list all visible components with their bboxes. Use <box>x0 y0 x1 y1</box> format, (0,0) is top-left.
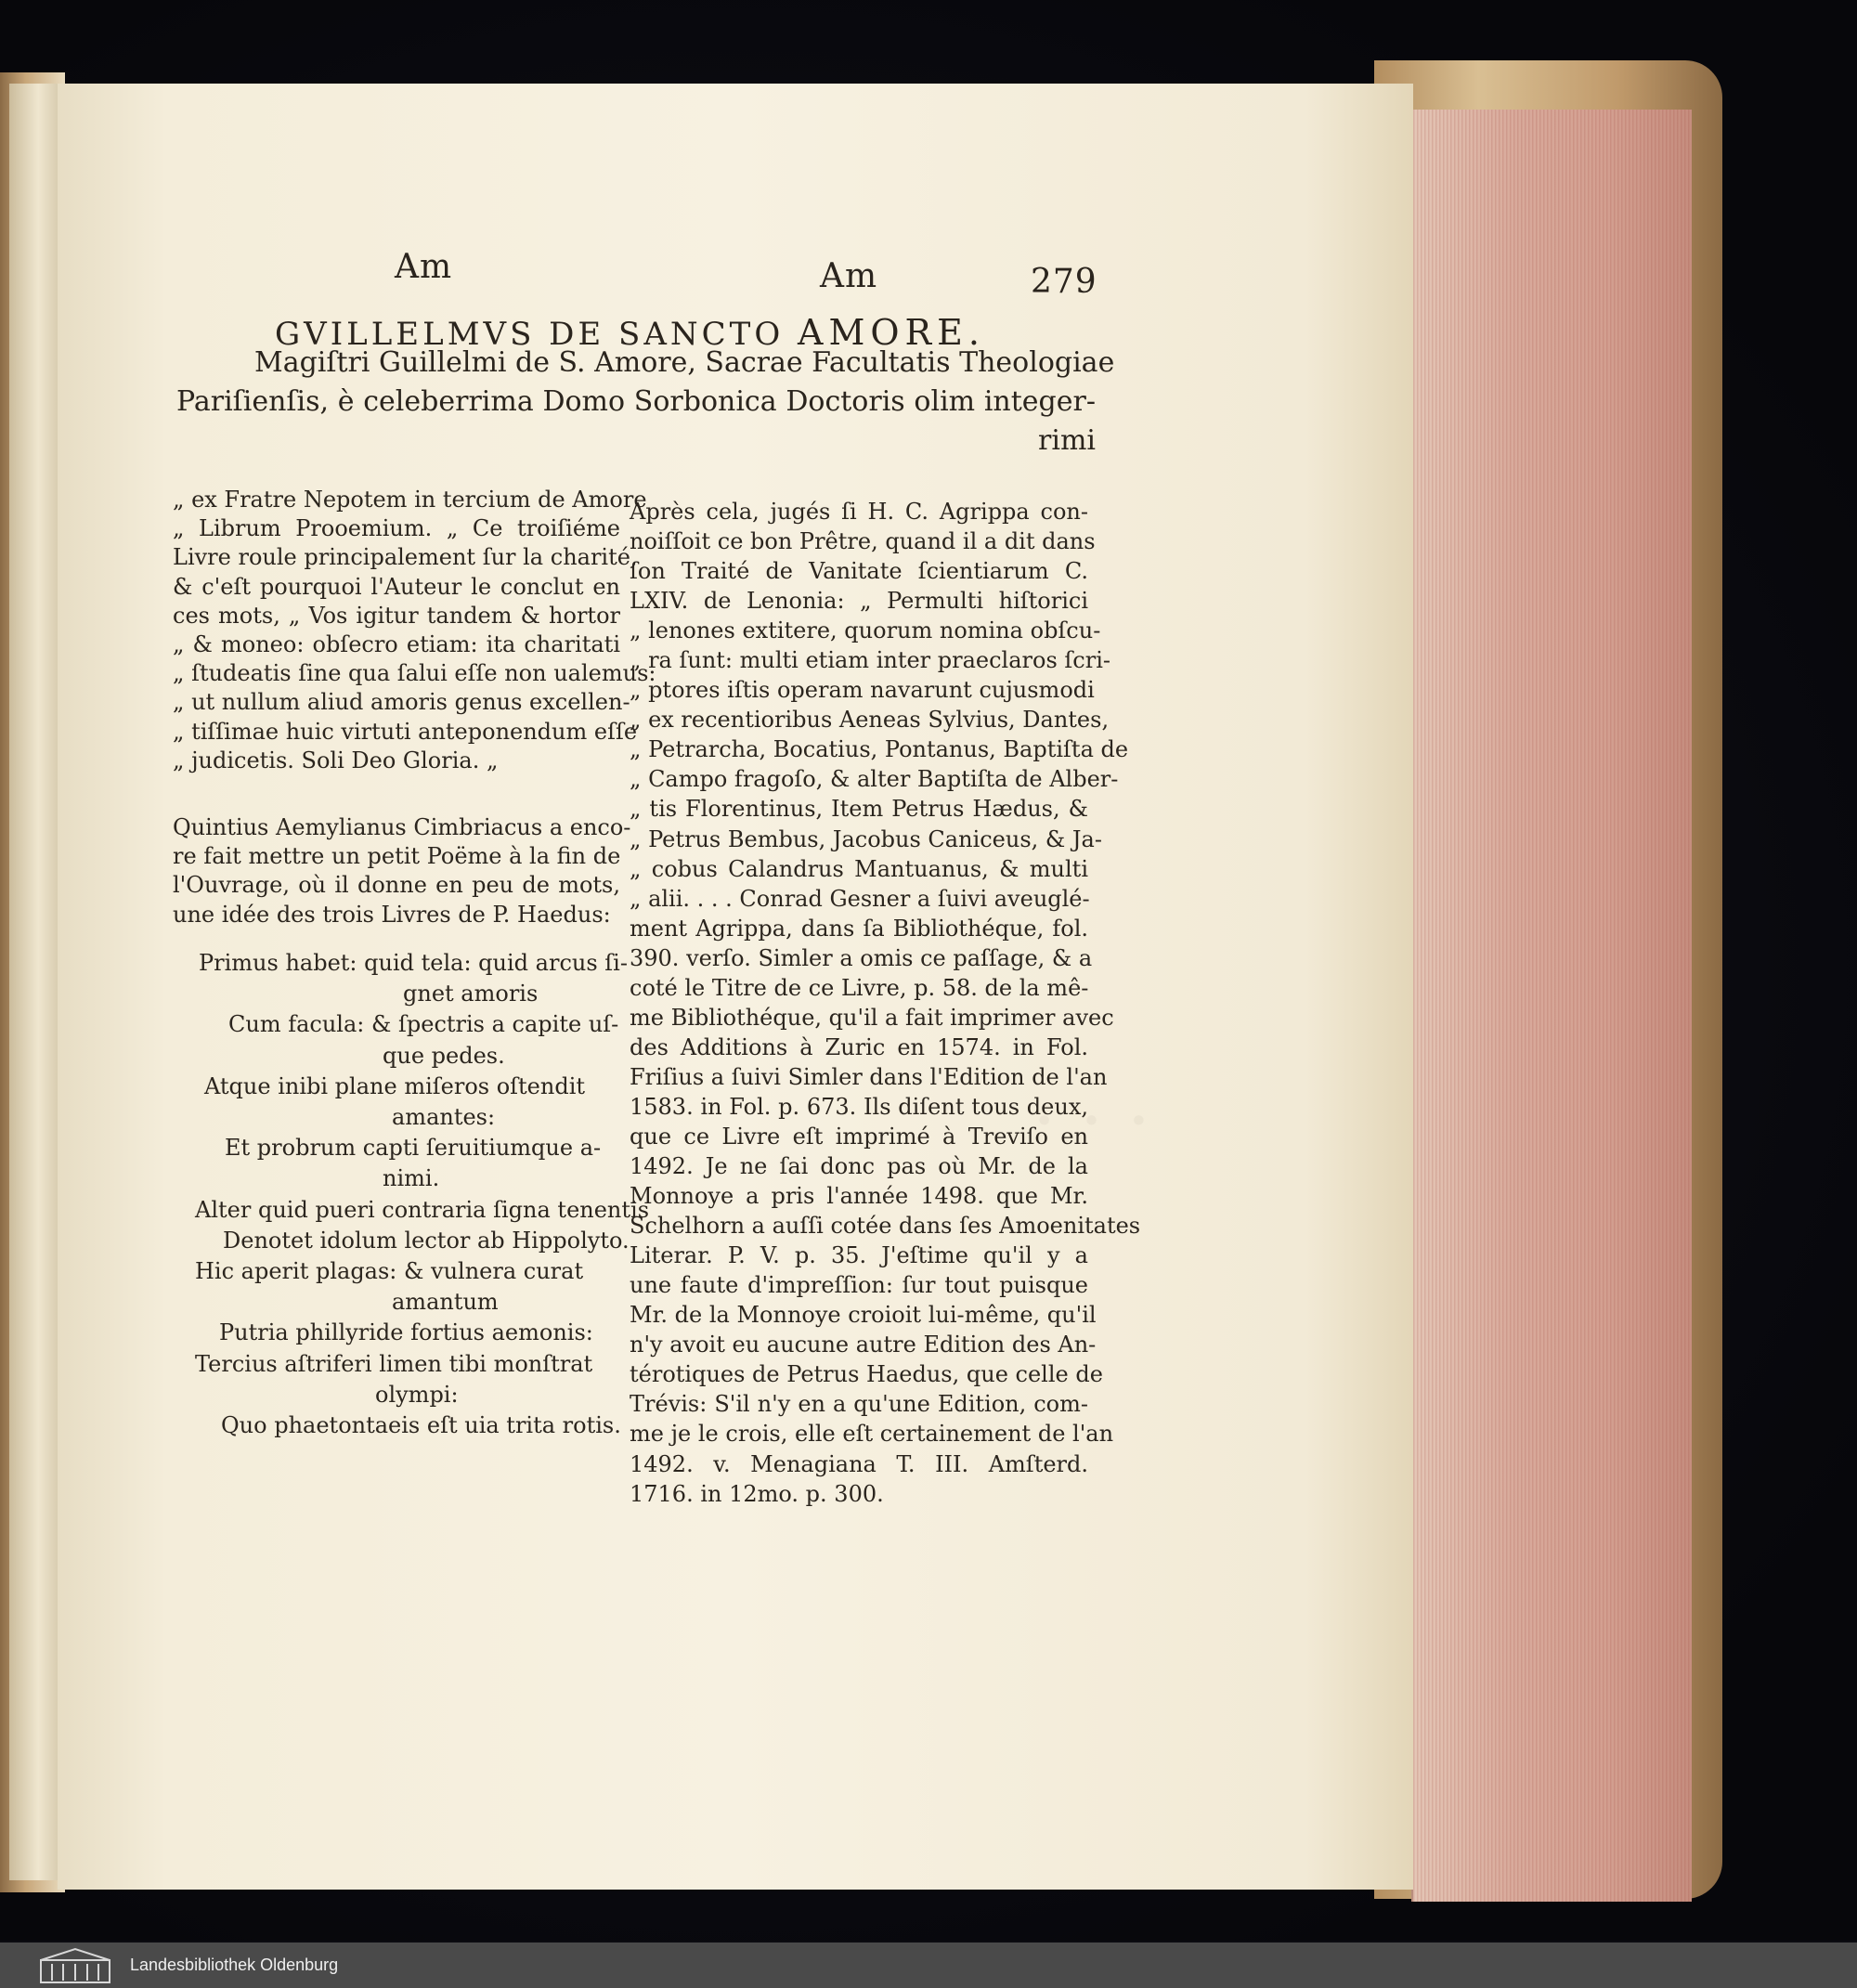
text-line: n'y avoit eu aucune autre Edition des An- <box>630 1332 1097 1358</box>
verse-line: amantes: <box>392 1104 496 1131</box>
page-number: 279 <box>1031 263 1097 301</box>
library-name: Landesbibliothek Oldenburg <box>130 1956 339 1974</box>
facing-page-edge <box>9 84 59 1880</box>
text-line: l'Ouvrage, où il donne en peu de mots, <box>173 872 620 899</box>
text-line: me je le crois, elle eſt certainement de l'an <box>630 1421 1114 1448</box>
library-logo-icon <box>39 1947 111 1984</box>
verse-line: Denotet idolum lector ab Hippolyto. <box>223 1227 630 1254</box>
bleed-through-decoration: · · · <box>1032 1077 1151 1163</box>
text-line: une faute d'impreſſion: ſur tout puisque <box>630 1272 1088 1299</box>
text-line: noiſſoit ce bon Prêtre, quand il a dit dans <box>630 528 1096 555</box>
text-line: re fait mettre un petit Poëme à la fin de <box>173 843 621 870</box>
verse-line: Tercius aſtriferi limen tibi monſtrat <box>195 1350 593 1377</box>
text-line: 1716. in 12mo. p. 300. <box>630 1480 884 1507</box>
verse-line: Alter quid pueri contraria ſigna tenentis <box>195 1196 650 1223</box>
verse-line: Primus habet: quid tela: quid arcus ſi- <box>199 950 628 976</box>
text-line: ſon Traité de Vanitate ſcientiarum C. <box>630 558 1088 585</box>
verse-line: Putria phillyride fortius aemonis: <box>219 1319 593 1346</box>
verse-line: gnet amoris <box>403 981 539 1007</box>
text-line: Trévis: S'il n'y en a qu'une Edition, com- <box>630 1391 1088 1418</box>
text-line: „ ra ſunt: multi etiam inter praeclaros ſcri- <box>630 647 1110 674</box>
text-line: me Bibliothéque, qu'il a fait imprimer avec <box>630 1004 1114 1031</box>
text-line: coté le Titre de ce Livre, p. 58. de la mê- <box>630 974 1089 1001</box>
verse-line: Cum facula: & ſpectris a capite uſ- <box>228 1011 619 1038</box>
text-line: „ ex recentioribus Aeneas Sylvius, Dantes, <box>630 707 1110 734</box>
text-line: & c'eſt pourquoi l'Auteur le conclut en <box>173 573 620 600</box>
text-line: Livre roule principalement ſur la charité, <box>173 544 638 571</box>
left-column <box>173 486 656 775</box>
text-line: Mr. de la Monnoye croioit lui-même, qu'il <box>630 1302 1097 1329</box>
article-subtitle <box>176 344 1115 461</box>
article-title-name: GVILLELMVS DE SANCTO <box>275 316 785 353</box>
text-line: „ ſtudeatis ſine qua ſalui eſſe non ualemus: <box>173 660 656 687</box>
subtitle-line: Magiſtri Guillelmi de S. Amore, Sacrae Facultatis Theologiae <box>254 346 1115 379</box>
text-line: „ Librum Prooemium. „ Ce troiſiéme <box>173 515 620 542</box>
article-title-surname: AMORE. <box>798 312 985 353</box>
text-line: que ce Livre eſt imprimé à Treviſo en <box>630 1123 1088 1150</box>
text-line: „ Campo fragoſo, & alter Baptiſta de Alber- <box>630 766 1119 793</box>
right-column <box>630 497 1141 1509</box>
text-line: „ & moneo: obſecro etiam: ita charitati <box>173 631 620 658</box>
verse-line: Hic aperit plagas: & vulnera curat <box>195 1258 584 1285</box>
book-page-edges <box>1411 110 1692 1902</box>
text-line: Schelhorn a auſſi cotée dans ſes Amoenitates <box>630 1213 1141 1240</box>
text-line: 1492. Je ne ſai donc pas où Mr. de la <box>630 1153 1088 1180</box>
running-head-left: Am <box>395 248 453 286</box>
text-line: LXIV. de Lenonia: „ Permulti hiſtorici <box>630 588 1088 615</box>
text-line: des Additions à Zuric en 1574. in Fol. <box>630 1033 1088 1060</box>
poem <box>173 948 650 1441</box>
text-line: térotiques de Petrus Haedus, que celle de <box>630 1361 1103 1388</box>
running-head-center: Am <box>820 257 878 295</box>
text-line: „ ut nullum aliud amoris genus excellen- <box>173 689 630 716</box>
left-column-poem-intro <box>173 813 631 929</box>
text-line: une idée des trois Livres de P. Haedus: <box>173 901 611 928</box>
text-line: „ alii. . . . Conrad Gesner a ſuivi aveuglé- <box>630 885 1090 912</box>
verse-line: Et probrum capti ſeruitiumque a- <box>225 1135 602 1162</box>
text-line: „ judicetis. Soli Deo Gloria. „ <box>173 747 499 773</box>
text-line: „ Petrus Bembus, Jacobus Caniceus, & Ja- <box>630 825 1102 852</box>
text-line: „ ex Fratre Nepotem in tercium de Amore <box>173 487 647 513</box>
verse-line: que pedes. <box>383 1042 505 1069</box>
verse-line: olympi: <box>375 1381 459 1408</box>
text-line: „ ptores iſtis operam navarunt cujusmodi <box>630 677 1095 704</box>
verse-line: nimi. <box>383 1165 440 1192</box>
text-line: Après cela, jugés ſi H. C. Agrippa con- <box>630 499 1088 525</box>
text-line: ces mots, „ Vos igitur tandem & hortor <box>173 602 620 629</box>
text-line: ment Agrippa, dans ſa Bibliothéque, fol. <box>630 915 1088 942</box>
verse-line: Quo phaetontaeis eſt uia trita rotis. <box>221 1412 621 1439</box>
verse-line: amantum <box>392 1289 499 1316</box>
text-line: Literar. P. V. p. 35. J'eſtime qu'il y a <box>630 1242 1088 1269</box>
subtitle-line: rimi <box>1038 424 1096 457</box>
text-line: „ cobus Calandrus Mantuanus, & multi <box>630 855 1088 882</box>
text-line: „ lenones extitere, quorum nomina obſcu- <box>630 617 1101 644</box>
text-line: Quintius Aemylianus Cimbriacus a enco- <box>173 814 631 840</box>
text-line: Friſius a ſuivi Simler dans l'Edition de l'an <box>630 1063 1108 1090</box>
text-line: 1583. in Fol. p. 673. Ils diſent tous deux, <box>630 1093 1088 1120</box>
text-line: „ tis Florentinus, Item Petrus Hædus, & <box>630 796 1088 823</box>
text-line: 390. verſo. Simler a omis ce paſſage, & a <box>630 944 1093 971</box>
text-line: „ Petrarcha, Bocatius, Pontanus, Baptiſta de <box>630 736 1129 763</box>
text-line: Monnoye a pris l'année 1498. que Mr. <box>630 1183 1088 1210</box>
text-line: 1492. v. Menagiana T. III. Amſterd. <box>630 1450 1088 1477</box>
verse-line: Atque inibi plane miſeros oſtendit <box>204 1072 586 1099</box>
subtitle-line: Pariſienſis, è celeberrima Domo Sorbonica Doctoris olim integer- <box>176 385 1096 418</box>
text-line: „ tiſſimae huic virtuti anteponendum eſſe <box>173 718 638 745</box>
